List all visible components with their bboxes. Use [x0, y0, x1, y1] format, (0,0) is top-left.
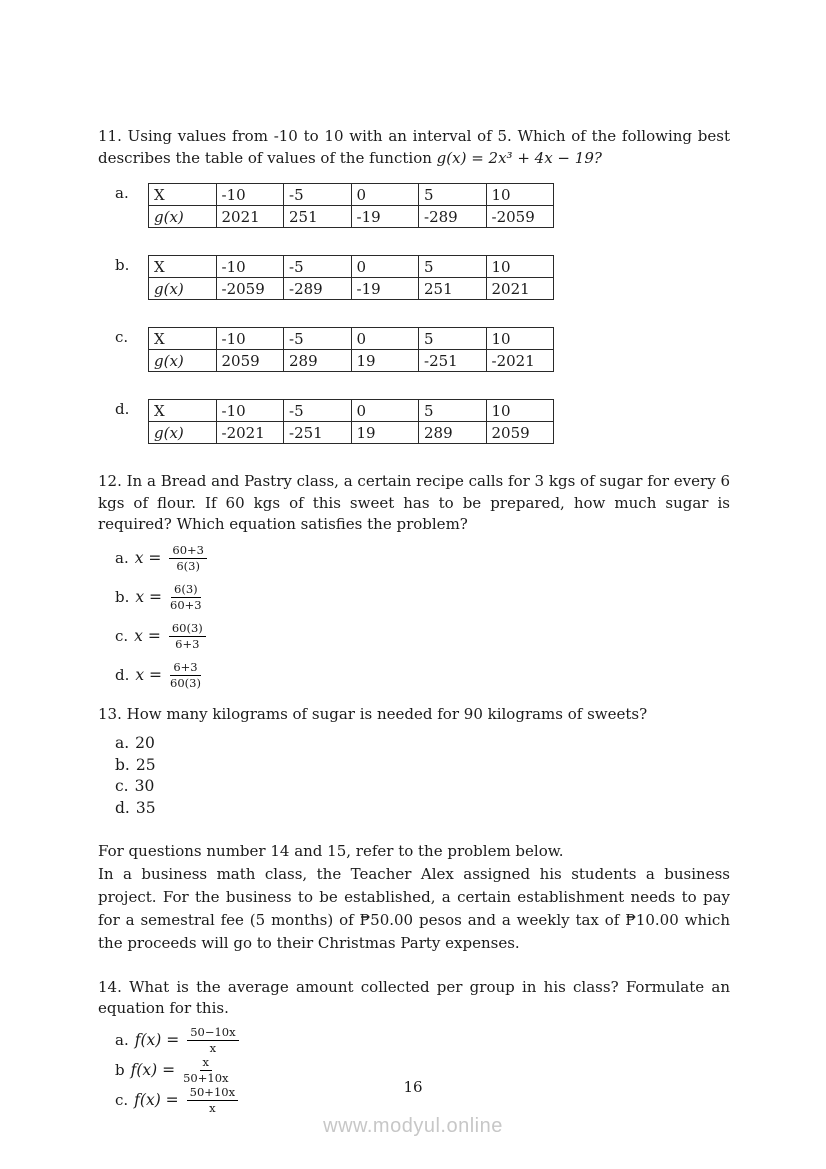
- table-cell: g(x): [149, 206, 217, 228]
- table-value-row: [149, 206, 554, 228]
- q11-option-a: [115, 183, 730, 228]
- fraction-numerator: 50+10x: [187, 1086, 238, 1101]
- fraction-denominator: x: [209, 1040, 217, 1055]
- table-cell: -289: [284, 278, 352, 300]
- table-cell: -5: [284, 328, 352, 350]
- fraction-denominator: 50+10x: [183, 1070, 229, 1085]
- option-label-a: a.: [115, 1030, 129, 1049]
- passage-intro: For questions number 14 and 15, refer to the problem below.: [98, 842, 564, 860]
- table-cell: 2059: [216, 350, 284, 372]
- table-header-row: [149, 400, 554, 422]
- table-cell: -2059: [486, 206, 554, 228]
- table-cell: 251: [284, 206, 352, 228]
- table-cell: -19: [351, 206, 419, 228]
- table-header-row: [149, 256, 554, 278]
- table-cell: -5: [284, 400, 352, 422]
- fraction-numerator: x: [200, 1056, 213, 1071]
- q13-options: [115, 733, 730, 819]
- option-label-a: a.: [115, 548, 129, 567]
- question-11-stem: 11. Using values from -10 to 10 with an interval of 5. Which of the following best describes the table of values of the function: [98, 127, 730, 167]
- option-label-d: d.: [115, 798, 130, 817]
- fraction-denominator: 60+3: [170, 597, 202, 612]
- table-header-row: [149, 328, 554, 350]
- page-content: [98, 126, 730, 1116]
- table-cell: 289: [419, 422, 487, 444]
- table-cell: -2059: [216, 278, 284, 300]
- q11-option-b: [115, 255, 730, 300]
- table-cell: X: [149, 328, 217, 350]
- option-label-a: a.: [115, 734, 130, 752]
- table-cell: 0: [351, 328, 419, 350]
- q11-table-c: [148, 327, 554, 372]
- table-cell: -5: [284, 256, 352, 278]
- table-cell: 10: [486, 328, 554, 350]
- table-cell: 2021: [216, 206, 284, 228]
- table-cell: g(x): [149, 350, 217, 372]
- table-cell: g(x): [149, 278, 217, 300]
- fraction-numerator: 60(3): [169, 622, 206, 637]
- table-header-row: [149, 184, 554, 206]
- table-cell: -251: [284, 422, 352, 444]
- question-13-text: 13. How many kilograms of sugar is needed for 90 kilograms of sweets?: [98, 704, 648, 723]
- table-cell: X: [149, 184, 217, 206]
- fraction-numerator: 50−10x: [187, 1026, 238, 1041]
- table-cell: -251: [419, 350, 487, 372]
- table-cell: 10: [486, 184, 554, 206]
- q13-option-b: [115, 755, 730, 777]
- table-cell: 0: [351, 184, 419, 206]
- option-value: 20: [135, 734, 155, 752]
- table-value-row: [149, 350, 554, 372]
- q14-option-a: [115, 1026, 730, 1055]
- fraction: [170, 583, 202, 612]
- option-label-c: c.: [115, 328, 129, 346]
- table-cell: 19: [351, 350, 419, 372]
- table-cell: X: [149, 256, 217, 278]
- table-cell: -2021: [216, 422, 284, 444]
- table-cell: 0: [351, 256, 419, 278]
- equation-lhs: f(x) =: [134, 1031, 180, 1049]
- fraction: [169, 622, 206, 651]
- equation-lhs: x =: [135, 588, 163, 606]
- option-label-b: b.: [115, 256, 130, 274]
- fraction: [187, 1026, 238, 1055]
- table-cell: -2021: [486, 350, 554, 372]
- q12-option-c: [115, 622, 730, 651]
- q12-option-a: [115, 544, 730, 573]
- fraction: [169, 544, 207, 573]
- equation-lhs: f(x) =: [130, 1061, 176, 1079]
- fraction-denominator: 60(3): [170, 675, 201, 690]
- table-cell: -10: [216, 184, 284, 206]
- option-label-c: c.: [115, 1090, 129, 1109]
- fraction-numerator: 60+3: [169, 544, 207, 559]
- table-cell: 10: [486, 400, 554, 422]
- question-11-text: [98, 126, 730, 169]
- table-cell: g(x): [149, 422, 217, 444]
- table-value-row: [149, 278, 554, 300]
- q12-option-d: [115, 661, 730, 690]
- table-cell: 2059: [486, 422, 554, 444]
- question-12-text: 12. In a Bread and Pastry class, a certain recipe calls for 3 kgs of sugar for every 6 kgs of flour. If 60 kgs of this sweet has to be prepared, how much sugar is required? Which equation satisfies the problem?: [98, 472, 730, 533]
- table-cell: 10: [486, 256, 554, 278]
- equation-lhs: x =: [135, 666, 163, 684]
- q11-table-a: [148, 183, 554, 228]
- table-cell: -10: [216, 256, 284, 278]
- table-cell: 0: [351, 400, 419, 422]
- table-cell: -19: [351, 278, 419, 300]
- option-value: 35: [135, 798, 156, 817]
- option-label-c: c.: [115, 626, 129, 645]
- q11-table-d: [148, 399, 554, 444]
- option-label-d: d.: [115, 400, 130, 418]
- watermark-text: www.modyul.online: [323, 1115, 503, 1137]
- table-cell: -10: [216, 400, 284, 422]
- table-cell: -5: [284, 184, 352, 206]
- table-cell: 2021: [486, 278, 554, 300]
- equation-lhs: x =: [134, 549, 162, 567]
- option-value: 25: [135, 755, 156, 774]
- q11-option-c: [115, 327, 730, 372]
- table-cell: 289: [284, 350, 352, 372]
- option-label-b: b.: [115, 587, 130, 606]
- page-number: 16: [403, 1078, 423, 1096]
- fraction-numerator: 6(3): [171, 583, 201, 598]
- table-cell: X: [149, 400, 217, 422]
- option-label-a: a.: [115, 184, 129, 202]
- q13-option-a: [115, 733, 730, 755]
- q11-option-d: [115, 399, 730, 444]
- fraction-denominator: 6+3: [175, 636, 200, 651]
- option-label-b: b: [115, 1060, 125, 1079]
- table-cell: 5: [419, 184, 487, 206]
- equation-lhs: x =: [134, 627, 161, 645]
- fraction-denominator: 6(3): [176, 558, 200, 573]
- option-label-b: b.: [115, 755, 130, 774]
- table-value-row: [149, 422, 554, 444]
- table-cell: 19: [351, 422, 419, 444]
- q11-table-b: [148, 255, 554, 300]
- question-14-text: 14. What is the average amount collected per group in his class? Formulate an equation for this.: [98, 977, 730, 1017]
- equation-lhs: f(x) =: [134, 1091, 179, 1109]
- table-cell: -10: [216, 328, 284, 350]
- fraction: [170, 661, 201, 690]
- table-cell: -289: [419, 206, 487, 228]
- q13-option-c: [115, 776, 730, 798]
- q13-option-d: [115, 798, 730, 820]
- question-11-formula: g(x) = 2x³ + 4x − 19?: [436, 148, 602, 167]
- table-cell: 5: [419, 400, 487, 422]
- fraction-numerator: 6+3: [170, 661, 200, 676]
- table-cell: 251: [419, 278, 487, 300]
- table-cell: 5: [419, 328, 487, 350]
- table-cell: 5: [419, 256, 487, 278]
- passage-body: In a business math class, the Teacher Alex assigned his students a business project. For the business to be established, a certain establishment needs to pay for a semestral fee (5 months) of ₱50.00 pesos and a weekly tax of ₱10.00 which the proceeds will go to their Christmas Party expenses.: [98, 864, 730, 952]
- option-value: 30: [134, 777, 155, 795]
- option-label-d: d.: [115, 665, 130, 684]
- q12-option-b: [115, 583, 730, 612]
- option-label-c: c.: [115, 777, 129, 795]
- fraction-denominator: x: [209, 1100, 216, 1115]
